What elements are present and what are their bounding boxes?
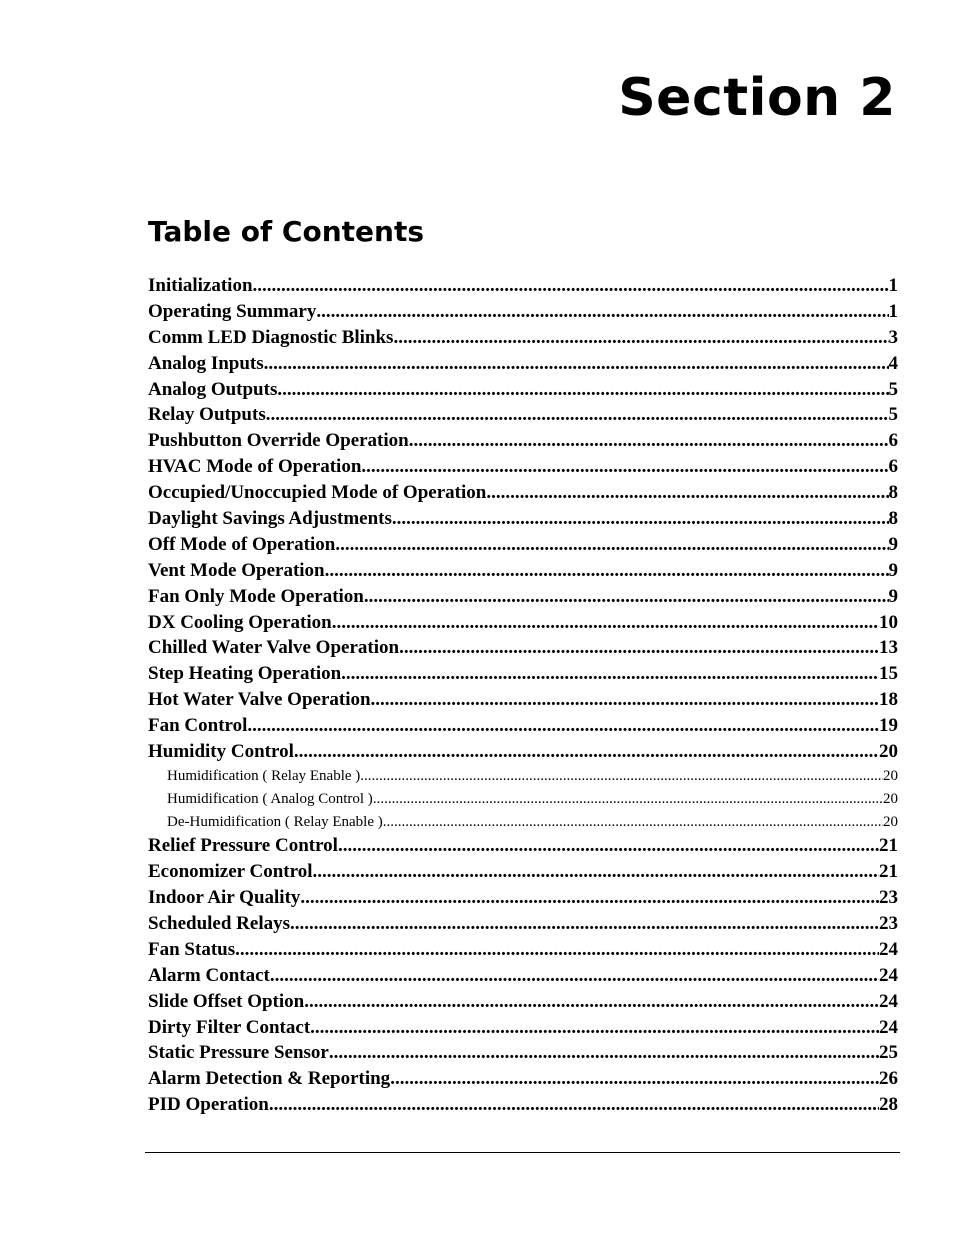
toc-entry-title: Hot Water Valve Operation (148, 689, 371, 711)
toc-dot-leader (312, 859, 879, 885)
toc-dot-leader (371, 687, 879, 713)
toc-entry-title: Pushbutton Override Operation (148, 430, 409, 452)
toc-entry-title: Daylight Savings Adjustments (148, 508, 392, 530)
toc-dot-leader (300, 885, 879, 911)
toc-entry[interactable] (148, 558, 898, 584)
toc-entry-title: Static Pressure Sensor (148, 1042, 329, 1064)
toc-page-number: 24 (879, 938, 898, 960)
toc-page-number: 4 (888, 352, 898, 374)
toc-entry-title: Occupied/Unoccupied Mode of Operation (148, 482, 487, 504)
toc-entry[interactable] (148, 532, 898, 558)
footer-divider (145, 1152, 900, 1153)
toc-dot-leader (373, 788, 883, 811)
toc-entry[interactable] (148, 1066, 898, 1092)
toc-subentry[interactable] (148, 765, 898, 788)
toc-entry[interactable] (148, 937, 898, 963)
toc-entry-title: Alarm Detection & Reporting (148, 1068, 391, 1090)
toc-entry[interactable] (148, 506, 898, 532)
toc-dot-leader (409, 428, 889, 454)
toc-entry[interactable] (148, 687, 898, 713)
toc-page-number: 26 (879, 1068, 898, 1090)
toc-entry-title: Scheduled Relays (148, 912, 290, 934)
toc-entry-title: Vent Mode Operation (148, 559, 325, 581)
toc-page-number: 20 (883, 813, 898, 830)
toc-page-number: 23 (879, 912, 898, 934)
toc-dot-leader (383, 811, 883, 834)
toc-entry[interactable] (148, 859, 898, 885)
toc-entry-title: DX Cooling Operation (148, 611, 332, 633)
toc-entry-title: Alarm Contact (148, 964, 270, 986)
toc-dot-leader (304, 989, 879, 1015)
toc-page-number: 20 (879, 741, 898, 763)
toc-page-number: 3 (888, 326, 898, 348)
toc-dot-leader (290, 911, 879, 937)
toc-entry[interactable] (148, 963, 898, 989)
toc-dot-leader (390, 1066, 879, 1092)
toc-page-number: 24 (879, 990, 898, 1012)
toc-entry[interactable] (148, 428, 898, 454)
toc-dot-leader (393, 325, 888, 351)
toc-page-number: 5 (888, 378, 898, 400)
toc-dot-leader (247, 713, 879, 739)
toc-entry-title: De-Humidification ( Relay Enable ) (167, 813, 383, 830)
toc-page-number: 21 (879, 835, 898, 857)
toc-entry[interactable] (148, 480, 898, 506)
toc-dot-leader (266, 402, 889, 428)
toc-entry[interactable] (148, 989, 898, 1015)
toc-entry-title: Slide Offset Option (148, 990, 305, 1012)
toc-dot-leader (235, 937, 879, 963)
toc-dot-leader (364, 584, 889, 610)
toc-entry[interactable] (148, 325, 898, 351)
toc-page-number: 9 (888, 559, 898, 581)
toc-entry[interactable] (148, 739, 898, 765)
toc-entry-title: Humidification ( Analog Control ) (167, 790, 373, 807)
table-of-contents (148, 273, 898, 1118)
toc-page-number: 21 (879, 861, 898, 883)
toc-page-number: 24 (879, 1016, 898, 1038)
toc-dot-leader (335, 532, 888, 558)
toc-page-number: 23 (879, 887, 898, 909)
toc-dot-leader (269, 1092, 879, 1118)
toc-entry[interactable] (148, 635, 898, 661)
toc-page-number: 6 (888, 430, 898, 452)
section-title: Section 2 (618, 68, 896, 128)
toc-entry-title: Fan Control (148, 715, 248, 737)
toc-entry-title: Operating Summary (148, 300, 317, 322)
toc-entry-title: Humidification ( Relay Enable ) (167, 767, 361, 784)
toc-dot-leader (277, 377, 888, 403)
toc-dot-leader (361, 454, 888, 480)
toc-page-number: 18 (879, 689, 898, 711)
toc-dot-leader (332, 610, 879, 636)
toc-entry-title: Relief Pressure Control (148, 835, 338, 857)
toc-entry-title: Analog Outputs (148, 378, 278, 400)
toc-page-number: 24 (879, 964, 898, 986)
toc-entry[interactable] (148, 402, 898, 428)
toc-entry[interactable] (148, 454, 898, 480)
toc-page-number: 9 (888, 533, 898, 555)
toc-entry[interactable] (148, 610, 898, 636)
toc-entry-title: Analog Inputs (148, 352, 264, 374)
toc-entry-title: PID Operation (148, 1094, 269, 1116)
toc-entry[interactable] (148, 273, 898, 299)
toc-entry-title: Indoor Air Quality (148, 887, 301, 909)
toc-entry[interactable] (148, 713, 898, 739)
toc-entry-title: Step Heating Operation (148, 663, 342, 685)
toc-dot-leader (264, 351, 889, 377)
toc-page-number: 1 (888, 275, 898, 296)
toc-page-number: 20 (883, 790, 898, 807)
toc-entry-title: Fan Status (148, 938, 236, 960)
toc-entry-title: Comm LED Diagnostic Blinks (148, 326, 394, 348)
toc-dot-leader (399, 635, 879, 661)
toc-page-number: 8 (888, 508, 898, 530)
toc-entry-title: Chilled Water Valve Operation (148, 637, 400, 659)
toc-entry[interactable] (148, 351, 898, 377)
toc-entry[interactable] (148, 885, 898, 911)
toc-page-number: 20 (883, 767, 898, 784)
toc-dot-leader (338, 833, 879, 859)
toc-entry[interactable] (148, 584, 898, 610)
toc-page-number: 28 (879, 1094, 898, 1116)
toc-dot-leader (316, 299, 888, 325)
toc-entry[interactable] (148, 1040, 898, 1066)
toc-entry[interactable] (148, 911, 898, 937)
toc-dot-leader (325, 558, 889, 584)
toc-entry-title: Off Mode of Operation (148, 533, 336, 555)
toc-entry-title: HVAC Mode of Operation (148, 456, 362, 478)
toc-dot-leader (341, 661, 879, 687)
toc-page-number: 25 (879, 1042, 898, 1064)
toc-page-number: 1 (888, 300, 898, 322)
toc-dot-leader (360, 765, 883, 788)
toc-subentry[interactable] (148, 788, 898, 811)
toc-dot-leader (270, 963, 879, 989)
toc-dot-leader (294, 739, 879, 765)
toc-entry[interactable] (148, 377, 898, 403)
toc-page-number: 13 (879, 637, 898, 659)
toc-dot-leader (329, 1040, 879, 1066)
toc-entry-title: Economizer Control (148, 861, 313, 883)
toc-entry[interactable] (148, 1015, 898, 1041)
toc-heading: Table of Contents (148, 215, 425, 248)
toc-entry[interactable] (148, 661, 898, 687)
toc-page-number: 19 (879, 715, 898, 737)
toc-dot-leader (392, 506, 889, 532)
toc-page-number: 5 (888, 404, 898, 426)
toc-dot-leader (486, 480, 888, 506)
toc-subentry[interactable] (148, 811, 898, 834)
toc-entry[interactable] (148, 1092, 898, 1118)
toc-page-number: 10 (879, 611, 898, 633)
toc-entry-title: Fan Only Mode Operation (148, 585, 364, 607)
toc-entry[interactable] (148, 299, 898, 325)
toc-entry-title: Dirty Filter Contact (148, 1016, 311, 1038)
toc-page-number: 9 (888, 585, 898, 607)
toc-page-number: 6 (888, 456, 898, 478)
toc-entry[interactable] (148, 833, 898, 859)
toc-page-number: 15 (879, 663, 898, 685)
toc-entry-title: Relay Outputs (148, 404, 266, 426)
toc-dot-leader (253, 273, 889, 299)
toc-dot-leader (310, 1015, 879, 1041)
toc-entry-title: Humidity Control (148, 741, 294, 763)
toc-page-number: 8 (888, 482, 898, 504)
toc-entry-title: Initialization (148, 275, 253, 296)
